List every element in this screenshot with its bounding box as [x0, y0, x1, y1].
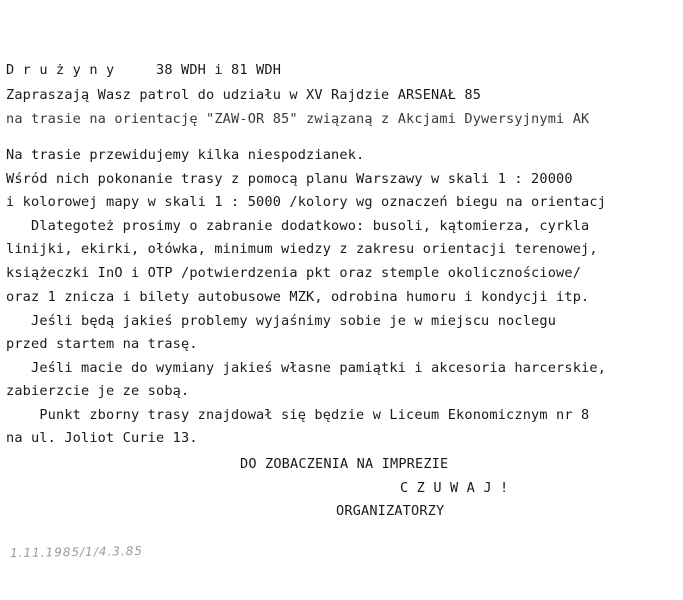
letter-line: oraz 1 znicza i bilety autobusowe MZK, odrobina humoru i kondycji itp. [6, 289, 590, 305]
letter-line: przed startem na trasę. [6, 336, 198, 352]
letter-line: na trasie na orientację "ZAW-OR 85" związaną z Akcjami Dywersyjnymi AK [6, 111, 590, 127]
letter-line: Jeśli macie do wymiany jakieś własne pamiątki i akcesoria harcerskie, [6, 360, 607, 376]
closing-greeting: DO ZOBACZENIA NA IMPREZIE [240, 456, 449, 472]
letter-line: Na trasie przewidujemy kilka niespodzianek. [6, 147, 365, 163]
letter-line: Zapraszają Wasz patrol do udziału w XV Rajdzie ARSENAŁ 85 [6, 87, 482, 103]
letter-line: Dlategoteż prosimy o zabranie dodatkowo: busoli, kątomierza, cyrkla [6, 218, 590, 234]
letter-line: Jeśli będą jakieś problemy wyjaśnimy sobie je w miejscu noclegu [6, 313, 557, 329]
letter-line: linijki, ekirki, ołówka, minimum wiedzy z zakresu orientacji terenowej, [6, 241, 598, 257]
letter-line: Wśród nich pokonanie trasy z pomocą planu Warszawy w skali 1 : 20000 [6, 171, 573, 187]
closing-czuwaj: C Z U W A J ! [400, 480, 509, 496]
letter-line: zabierzcie je ze sobą. [6, 383, 190, 399]
letter-line: na ul. Joliot Curie 13. [6, 430, 198, 446]
handwritten-note: 1.11.1985/1/4.3.85 [9, 543, 144, 561]
letter-header: D r u ż y n y 38 WDH i 81 WDH [6, 62, 282, 78]
letter-line: książeczki InO i OTP /potwierdzenia pkt oraz stemple okolicznościowe/ [6, 265, 582, 281]
letter-line: Punkt zborny trasy znajdował się będzie w Liceum Ekonomicznym nr 8 [6, 407, 590, 423]
letter-line: i kolorowej mapy w skali 1 : 5000 /kolory wg oznaczeń biegu na orientacj [6, 194, 607, 210]
closing-signature: ORGANIZATORZY [336, 503, 445, 519]
